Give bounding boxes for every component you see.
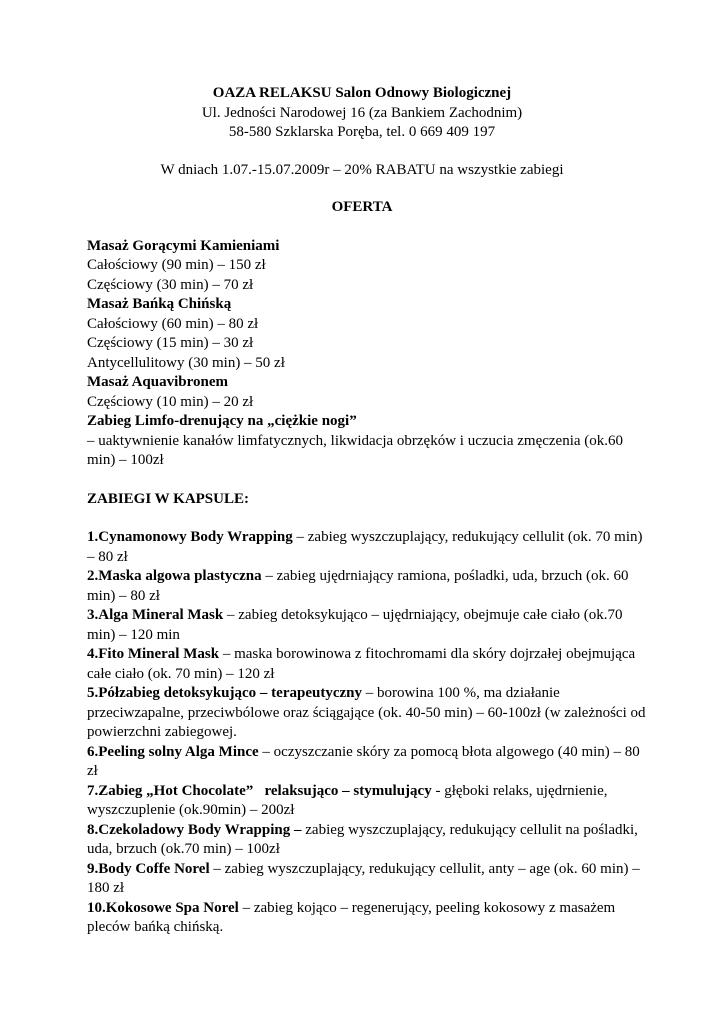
section-title: Masaż Gorącymi Kamieniami	[87, 237, 280, 254]
list-item	[87, 860, 647, 899]
item-desc: – borowina 100 %, ma działanie przeciwzapalne, przeciwbólowe oraz ściągające (ok. 40-50 min) – 60-100zł (w zależności od powierzchni zabiegowej.	[87, 685, 646, 740]
capsule-list	[87, 528, 647, 938]
item-name: 3.Alga Mineral Mask	[87, 607, 224, 623]
list-item	[87, 899, 647, 938]
salon-city-phone: 58-580 Szklarska Poręba, tel. 0 669 409 197	[228, 124, 496, 140]
section-title: Masaż Aquavibronem	[87, 374, 228, 390]
price-line: Antycellulitowy (30 min) – 50 zł	[87, 354, 285, 371]
price-line: Częściowy (10 min) – 20 zł	[87, 393, 254, 410]
item-desc: – zabieg kojąco – regenerujący, peeling kokosowy z masażem pleców bańką chińską.	[87, 899, 616, 935]
list-item	[87, 606, 647, 645]
item-desc: – maska borowinowa z fitochromami dla skóry dojrzałej obejmująca całe ciało (ok. 70 min) – 120 zł	[87, 646, 636, 682]
offer-section-4	[87, 412, 647, 471]
list-item	[87, 684, 647, 743]
item-desc: – zabieg ujędrniający ramiona, pośladki, uda, brzuch (ok. 60 min) – 80 zł	[87, 568, 629, 604]
item-name: 7.Zabieg „Hot Chocolate” relaksująco – stymulujący	[87, 782, 432, 799]
price-line: Całościowy (60 min) – 80 zł	[87, 315, 259, 332]
list-item	[87, 528, 647, 567]
list-item	[87, 821, 647, 860]
price-line: Częściowy (15 min) – 30 zł	[87, 335, 254, 351]
promo-text: W dniach 1.07.-15.07.2009r – 20% RABATU na wszystkie zabiegi	[160, 161, 564, 178]
capsule-heading: ZABIEGI W KAPSULE:	[87, 490, 249, 507]
item-name: 8.Czekoladowy Body Wrapping –	[87, 821, 302, 838]
item-name: 6.Peeling solny Alga Mince	[87, 743, 259, 760]
section-title: Masaż Bańką Chińską	[87, 296, 232, 312]
section-title: Zabieg Limfo-drenujący na „ciężkie nogi”	[87, 413, 357, 429]
offer-section-3	[87, 373, 647, 412]
price-line: Całościowy (90 min) – 150 zł	[87, 257, 266, 273]
item-name: 1.Cynamonowy Body Wrapping	[87, 529, 293, 545]
offer-section-2	[87, 295, 647, 373]
list-item	[87, 743, 647, 782]
item-name: 4.Fito Mineral Mask	[87, 646, 220, 662]
price-line: – uaktywnienie kanałów limfatycznych, likwidacja obrzęków i uczucia zmęczenia (ok.60 min) – 100zł	[87, 432, 624, 468]
item-desc: - głęboki relaks, ujędrnienie, wyszczuplenie (ok.90min) – 200zł	[87, 782, 608, 818]
price-line: Częściowy (30 min) – 70 zł	[87, 276, 254, 293]
item-name: 5.Półzabieg detoksykująco – terapeutyczny	[87, 685, 362, 701]
item-name: 9.Body Coffe Norel	[87, 860, 210, 877]
document-page	[87, 84, 647, 938]
item-name: 10.Kokosowe Spa Norel	[87, 899, 239, 916]
list-item	[87, 645, 647, 684]
item-desc: – zabieg wyszczuplający, redukujący cellulit, anty – age (ok. 60 min) – 180 zł	[87, 860, 640, 896]
header	[87, 84, 637, 218]
item-desc: zabieg wyszczuplający, redukujący cellulit na pośladki, uda, brzuch (ok.70 min) – 100zł	[87, 821, 638, 857]
offer-section-1	[87, 237, 647, 296]
salon-address: Ul. Jedności Narodowej 16 (za Bankiem Zachodnim)	[201, 104, 523, 121]
list-item	[87, 567, 647, 606]
offer-heading: OFERTA	[331, 199, 393, 215]
item-desc: – zabieg detoksykująco – ujędrniający, obejmuje całe ciało (ok.70 min) – 120 min	[87, 607, 623, 643]
item-desc: – zabieg wyszczuplający, redukujący cellulit (ok. 70 min) – 80 zł	[87, 529, 643, 565]
list-item	[87, 782, 647, 821]
salon-title: OAZA RELAKSU Salon Odnowy Biologicznej	[212, 85, 512, 101]
item-name: 2.Maska algowa plastyczna	[87, 568, 262, 584]
item-desc: – oczyszczanie skóry za pomocą błota algowego (40 min) – 80 zł	[87, 743, 640, 779]
